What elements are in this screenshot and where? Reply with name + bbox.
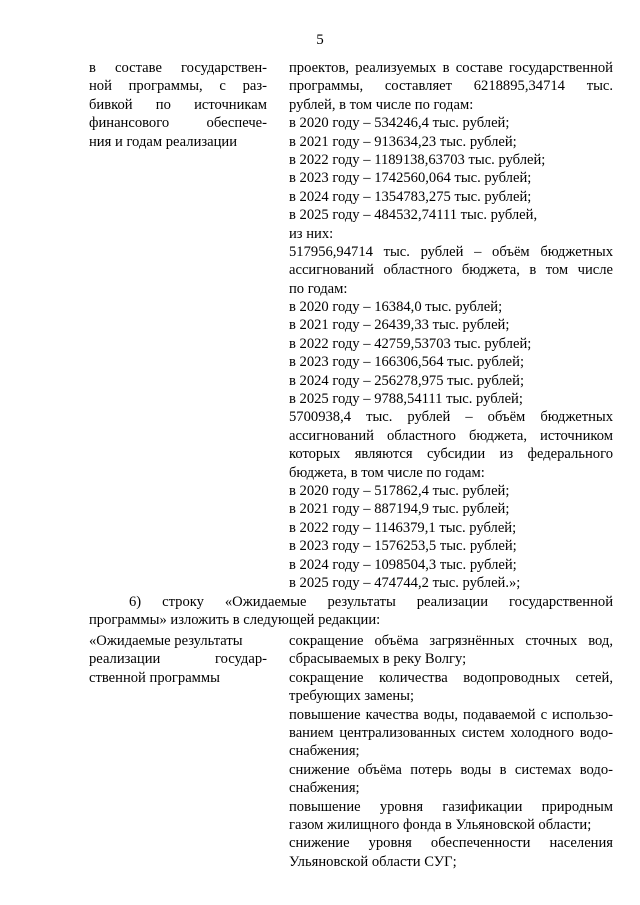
funding-line: рублей, в том числе по годам: <box>289 96 474 113</box>
funding-year-line: в 2022 году – 1146379,1 тыс. рублей; <box>289 519 517 536</box>
funding-year-line: в 2022 году – 1189138,63703 тыс. рублей; <box>289 151 546 168</box>
paragraph-6-line: программы» изложить в следующей редакции: <box>89 612 381 629</box>
funding-year-line: в 2024 году – 1098504,3 тыс. рублей; <box>289 556 517 573</box>
block2-label-line: реализации государ- <box>89 651 267 668</box>
funding-line: программы, составляет 6218895,34714 тыс. <box>289 78 613 95</box>
funding-year-line: в 2021 году – 26439,33 тыс. рублей; <box>289 317 510 334</box>
block1-label-line: ния и годам реализации <box>89 133 238 150</box>
block1-label-line: финансового обеспече- <box>89 115 267 132</box>
funding-year-line: в 2020 году – 16384,0 тыс. рублей; <box>289 299 503 316</box>
funding-line: 517956,94714 тыс. рублей – объём бюджетных <box>289 243 613 260</box>
result-line: газом жилищного фонда в Ульяновской области; <box>289 816 592 833</box>
funding-line: проектов, реализуемых в составе государственной <box>289 60 613 76</box>
funding-year-line: в 2025 году – 484532,74111 тыс. рублей, <box>289 207 538 224</box>
block2-label <box>89 632 267 687</box>
block1-label-line: в составе государствен- <box>89 60 267 76</box>
block1-label <box>89 59 267 151</box>
block1-label-line: бивкой по источникам <box>89 96 267 113</box>
funding-year-line: в 2023 году – 1576253,5 тыс. рублей; <box>289 538 517 555</box>
funding-year-line: в 2020 году – 517862,4 тыс. рублей; <box>289 482 510 499</box>
page-number: 5 <box>316 32 324 48</box>
result-line: снижение объёма потерь воды в системах водо- <box>289 761 613 778</box>
funding-year-line: в 2025 году – 474744,2 тыс. рублей.»; <box>289 574 521 591</box>
result-line: снижение уровня обеспеченности населения <box>289 835 613 852</box>
funding-year-line: в 2023 году – 1742560,064 тыс. рублей; <box>289 170 532 187</box>
paragraph-6 <box>89 593 613 630</box>
funding-year-line: в 2024 году – 1354783,275 тыс. рублей; <box>289 188 532 205</box>
funding-line: ассигнований областного бюджета, в том числе <box>289 262 613 279</box>
block2-label-line: «Ожидаемые результаты <box>89 633 243 649</box>
funding-line: которых являются субсидии из федерального <box>289 446 613 463</box>
funding-year-line: в 2021 году – 887194,9 тыс. рублей; <box>289 501 510 518</box>
result-line: снабжения; <box>289 743 360 760</box>
funding-line: по годам: <box>289 280 348 297</box>
block2-results-text <box>289 632 613 871</box>
result-line: повышение уровня газификации природным <box>289 798 613 815</box>
funding-year-line: в 2021 году – 913634,23 тыс. рублей; <box>289 133 517 150</box>
funding-line: бюджета, в том числе по годам: <box>289 464 485 481</box>
result-line: снабжения; <box>289 780 360 797</box>
result-line: ванием централизованных систем холодного водо- <box>289 724 613 741</box>
block2-label-line: ственной программы <box>89 669 220 686</box>
funding-line: ассигнований областного бюджета, источником <box>289 427 613 444</box>
funding-line: из них: <box>289 225 334 242</box>
result-line: Ульяновской области СУГ; <box>289 853 457 870</box>
funding-year-line: в 2023 году – 166306,564 тыс. рублей; <box>289 354 525 371</box>
result-line: сокращение количества водопроводных сетей, <box>289 669 613 686</box>
funding-year-line: в 2025 году – 9788,54111 тыс. рублей; <box>289 391 523 408</box>
result-line: сокращение объёма загрязнённых сточных вод, <box>289 633 613 649</box>
block1-label-line: ной программы, с раз- <box>89 78 267 95</box>
funding-year-line: в 2024 году – 256278,975 тыс. рублей; <box>289 372 525 389</box>
result-line: сбрасываемых в реку Волгу; <box>289 651 467 668</box>
funding-year-line: в 2022 году – 42759,53703 тыс. рублей; <box>289 335 532 352</box>
funding-line: 5700938,4 тыс. рублей – объём бюджетных <box>289 409 613 426</box>
result-line: повышение качества воды, подаваемой с использо- <box>289 706 613 723</box>
funding-year-line: в 2020 году – 534246,4 тыс. рублей; <box>289 115 510 132</box>
paragraph-6-line: 6) строку «Ожидаемые результаты реализации государственной <box>129 594 613 610</box>
result-line: требующих замены; <box>289 688 415 705</box>
block1-funding-text <box>289 59 613 592</box>
